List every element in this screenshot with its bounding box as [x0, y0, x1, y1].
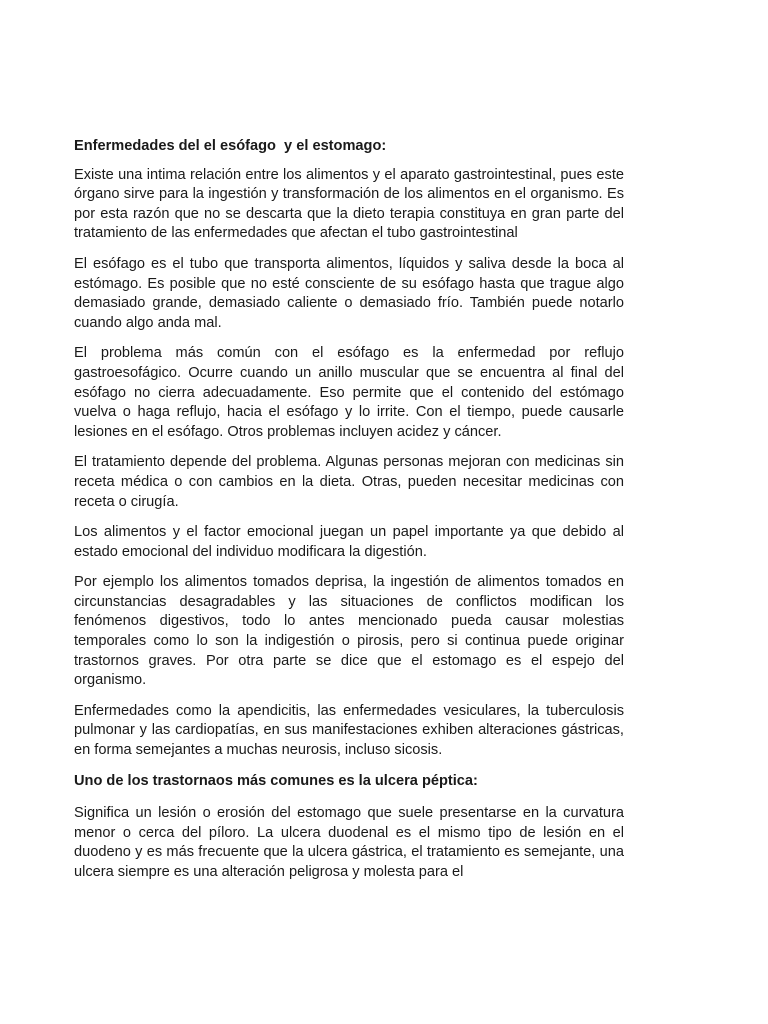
paragraph-ulcera: Significa un lesión o erosión del estomago que suele presentarse en la curvatura menor o cerca del píloro. La ulcera duodenal es el mismo tipo de lesión en el duodeno y es más frecuente que la ulcera gástrica, el tratamiento es semejante, una ulcera siempre es una alteración peligrosa y molesta para el	[74, 805, 624, 880]
paragraph-reflujo: El problema más común con el esófago es la enfermedad por reflujo gastroesofágico. Ocurre cuando un anillo muscular que se encuentra al final del esófago no cierra adecuadamente. Eso permite que el contenido del estómago vuelva o haga reflujo, hacia el esófago y lo irrite. Con el tiempo, puede causarle lesiones en el esófago. Otros problemas incluyen acidez y cáncer.	[74, 345, 624, 440]
paragraph-factor-emocional: Los alimentos y el factor emocional juegan un papel importante ya que debido al estado emocional del individuo modificara la digestión.	[74, 524, 624, 560]
paragraph-tratamiento: El tratamiento depende del problema. Algunas personas mejoran con medicinas sin receta médica o con cambios en la dieta. Otras, pueden necesitar medicinas con receta o cirugía.	[74, 454, 624, 510]
section-heading-ulcera: Uno de los trastornaos más comunes es la ulcera péptica:	[74, 772, 478, 789]
paragraph-intro: Existe una intima relación entre los alimentos y el aparato gastrointestinal, pues este órgano sirve para la ingestión y transformación de los alimentos en el organismo. Es por esta razón que no se descarta que la dieto terapia constituya en gran parte del tratamiento de las enfermedades que afectan el tubo gastrointestinal	[74, 166, 624, 242]
paragraph-esofago-definicion: El esófago es el tubo que transporta alimentos, líquidos y saliva desde la boca al estómago. Es posible que no esté consciente de su esófago hasta que trague algo demasiado grande, demasiado caliente o demasiado frío. También puede notarlo cuando algo anda mal.	[74, 255, 624, 331]
section-heading-esofago: Enfermedades del el esófago y el estomago:	[74, 138, 387, 154]
paragraph-ejemplo: Por ejemplo los alimentos tomados deprisa, la ingestión de alimentos tomados en circunstancias desagradables y las situaciones de conflictos modifican los fenómenos digestivos, todo lo antes mencionado pueda causar molestias temporales como lo son la indigestión o pirosis, pero si continua puede originar trastornos graves. Por otra parte se dice que el estomago es el espejo del organismo.	[74, 574, 624, 689]
paragraph-enfermedades: Enfermedades como la apendicitis, las enfermedades vesiculares, la tuberculosis pulmonar y las cardiopatías, en sus manifestaciones exhiben alteraciones gástricas, en forma semejantes a muchas neurosis, incluso sicosis.	[74, 702, 624, 759]
